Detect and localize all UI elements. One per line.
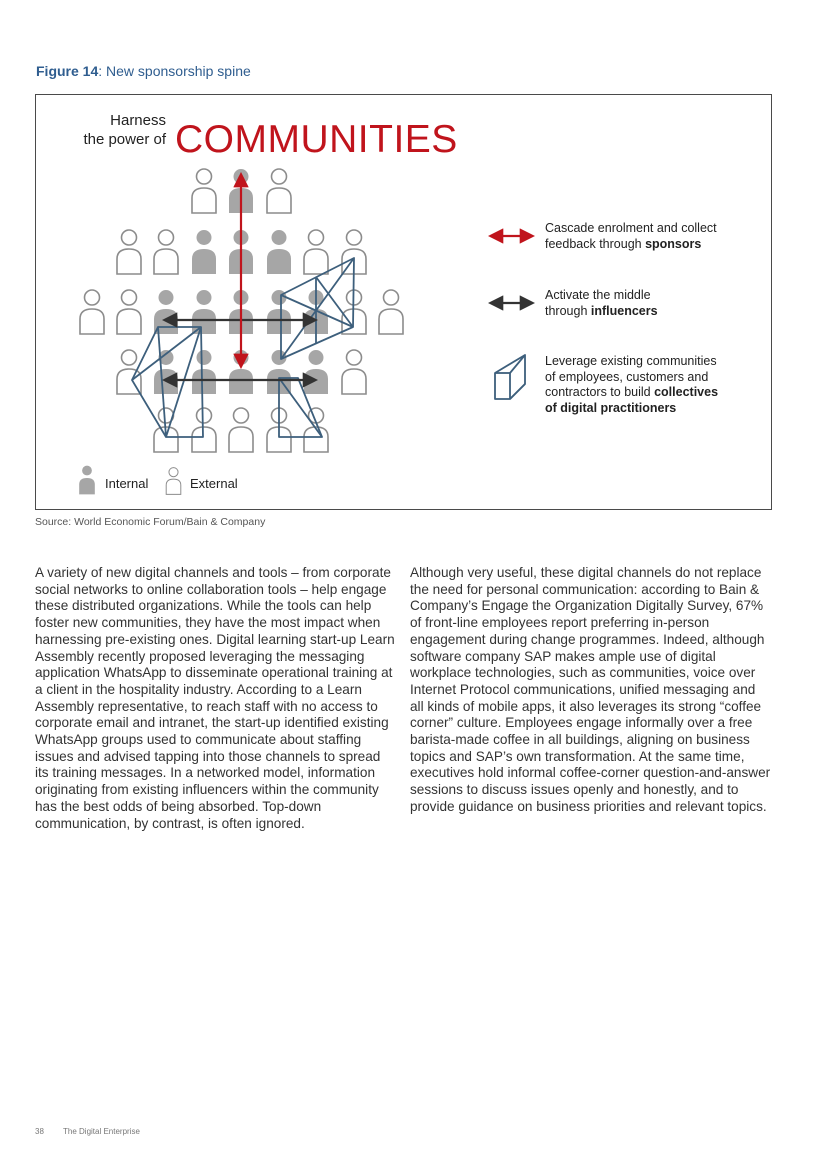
figure-source: Source: World Economic Forum/Bain & Company	[35, 516, 266, 528]
external-person-icon	[117, 290, 141, 334]
body-paragraph-left: A variety of new digital channels and tools – from corporate social networks to online collaboration tools – help engage these distributed organizations. While the tools can help foster new communities, they have the most impact when harnessing pre-existing ones. Digital learning start-up Learn Assembly recently proposed leveraging the messaging application WhatsApp to disseminate operational training at a client in the hospitality industry. According to a Learn Assembly representative, to reach staff with no access to corporate email and intranet, the start-up identified existing WhatsApp groups used to communicate about staffing issues and advised tapping into those channels to spread its training messages. In a networked model, information originating from existing influencers within the community has the best odds of being absorbed. Top-down communication, by contrast, is often ignored.	[35, 565, 395, 831]
internal-person-icon	[267, 230, 291, 274]
body-column-left	[35, 565, 397, 832]
legend-sponsors-line-1: Cascade enrolment and collect	[545, 221, 717, 235]
legend-communities	[545, 354, 718, 416]
legend-influencers-bold: influencers	[590, 303, 658, 318]
figure-title	[36, 63, 251, 79]
legend-influencers-line-1: Activate the middle	[545, 288, 651, 302]
community-network-right	[281, 258, 354, 359]
external-person-icon	[154, 230, 178, 274]
internal-key-icon	[79, 466, 95, 495]
internal-person-icon	[304, 350, 328, 394]
communities-heading: COMMUNITIES	[175, 118, 458, 161]
body-column-right	[410, 565, 772, 816]
external-person-icon	[80, 290, 104, 334]
key-external-label: External	[190, 476, 238, 491]
external-person-icon	[379, 290, 403, 334]
legend-communities-line-3	[545, 385, 718, 401]
external-person-icon	[117, 230, 141, 274]
external-person-icon	[267, 169, 291, 213]
legend-influencers-text: through	[545, 303, 591, 318]
page-number: 38	[35, 1127, 44, 1136]
legend-sponsors	[545, 221, 717, 252]
legend-sponsors-bold: sponsors	[645, 236, 702, 251]
legend-icons	[491, 236, 532, 399]
legend-communities-line-1: Leverage existing communities	[545, 354, 717, 368]
community-legend-cube-icon	[495, 355, 525, 399]
key-internal-label: Internal	[105, 476, 149, 491]
internal-person-icon	[267, 290, 291, 334]
external-person-icon	[192, 408, 216, 452]
legend-communities-bold: collectives	[654, 385, 719, 399]
legend-communities-line-4	[545, 401, 718, 417]
figure-box	[35, 94, 772, 510]
legend-communities-bold-2: of digital practitioners	[545, 400, 677, 415]
external-person-icon	[192, 169, 216, 213]
internal-person-icon	[192, 230, 216, 274]
legend-influencers-line-2	[545, 304, 658, 320]
external-person-icon	[229, 408, 253, 452]
figure-caption: : New sponsorship spine	[98, 63, 251, 79]
harness-line-1: Harness	[110, 112, 166, 129]
external-person-icon	[304, 230, 328, 274]
external-person-icon	[342, 350, 366, 394]
internal-person-icon	[154, 350, 178, 394]
legend-sponsors-text: feedback through	[545, 236, 646, 251]
legend-sponsors-line-2	[545, 237, 717, 253]
body-paragraph-right: Although very useful, these digital channels do not replace the need for personal communication: according to Bain & Company’s Engage the Organization Digitally Survey, 67% of front-line employees report preferring in-person engagement during change programmes. Indeed, although software company SAP makes ample use of digital workplace technologies, such as communities, voice over Internet Protocol communications, unified messaging and all kinds of mobile apps, it also leverages its strong “coffee corner” culture. Employees engage informally over a free barista-made coffee in all buildings, aligning on business topics and SAP’s own transformation. At the same time, executives hold informal coffee-corner question-and-answer sessions to discuss issues openly and honestly, and to provide guidance on business priorities and relevant topics.	[410, 565, 771, 814]
harness-line-2: the power of	[83, 131, 166, 148]
external-key-icon	[166, 468, 181, 495]
footer-title: The Digital Enterprise	[63, 1127, 140, 1136]
legend-communities-line-2: of employees, customers and	[545, 369, 709, 384]
community-diagram	[36, 95, 771, 509]
internal-person-icon	[192, 350, 216, 394]
legend-influencers	[545, 288, 658, 319]
figure-label: Figure 14	[36, 63, 99, 79]
legend-communities-text: contractors to build	[545, 385, 655, 399]
